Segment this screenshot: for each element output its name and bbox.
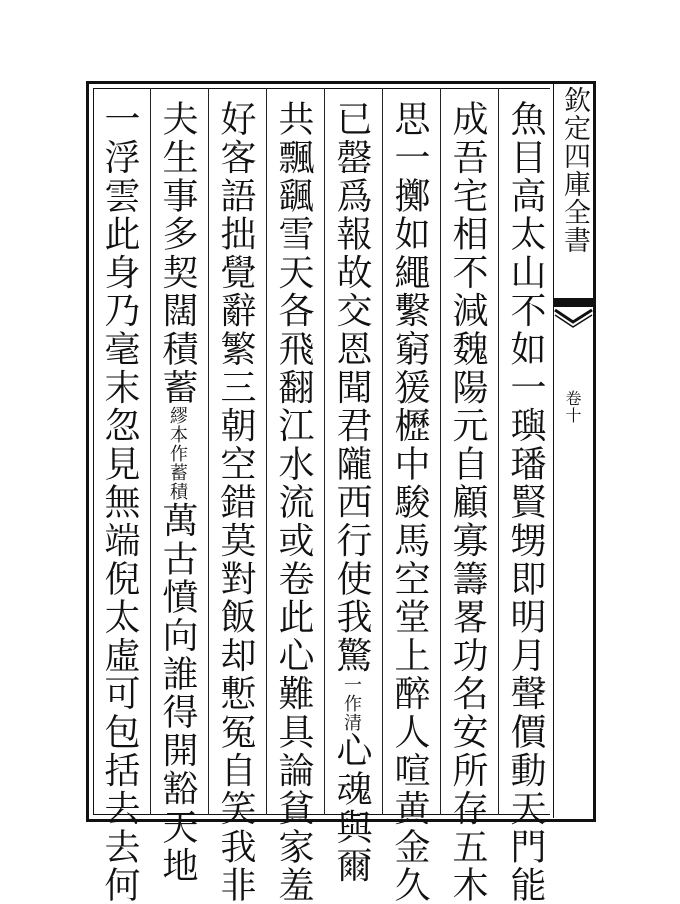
- column-rule: [440, 88, 441, 815]
- text-segment: 萬古憤向誰得開豁天地: [157, 501, 198, 885]
- text-segment: 夫生事多契闊積蓄: [157, 100, 198, 407]
- column-rule: [208, 88, 209, 815]
- text-column-1: 魚目高太山不如一璵璠賢甥即明月聲價動天門能: [505, 100, 546, 904]
- text-column-3: 思一擲如繩繫窮猨櫪中駿馬空堂上醉人喧黄金久: [389, 100, 430, 904]
- text-column-7: [155, 100, 199, 885]
- book-title: 欽定四庫全書: [559, 86, 590, 254]
- column-rule: [382, 88, 383, 815]
- text-segment: 心魂與爾: [331, 731, 372, 885]
- column-rule: [324, 88, 325, 815]
- volume-label: 卷十: [563, 390, 582, 424]
- text-column-5: 共飄颻雪天各飛翻江水流或卷此心難具論貧家羞: [273, 100, 314, 904]
- fish-tail-mark-icon: [553, 298, 594, 338]
- interlinear-note: 繆本作蓄積: [167, 406, 188, 502]
- column-rule: [266, 88, 267, 815]
- interlinear-note: 一作清: [341, 674, 362, 732]
- text-column-4: [329, 100, 373, 885]
- column-rule: [150, 88, 151, 815]
- text-column-8: 一浮雲此身乃毫末忽見無端倪太虛可包括去去何: [99, 100, 140, 904]
- text-column-6: 好客語拙覺辭繁三朝空錯莫對飯却慙冤自笑我非: [215, 100, 256, 904]
- column-rule: [498, 88, 499, 815]
- text-segment: 已罄爲報故交恩聞君隴西行使我驚: [331, 100, 372, 675]
- text-column-2: 成吾宅相不減魏陽元自顧寡籌畧功名安所存五木: [447, 100, 488, 904]
